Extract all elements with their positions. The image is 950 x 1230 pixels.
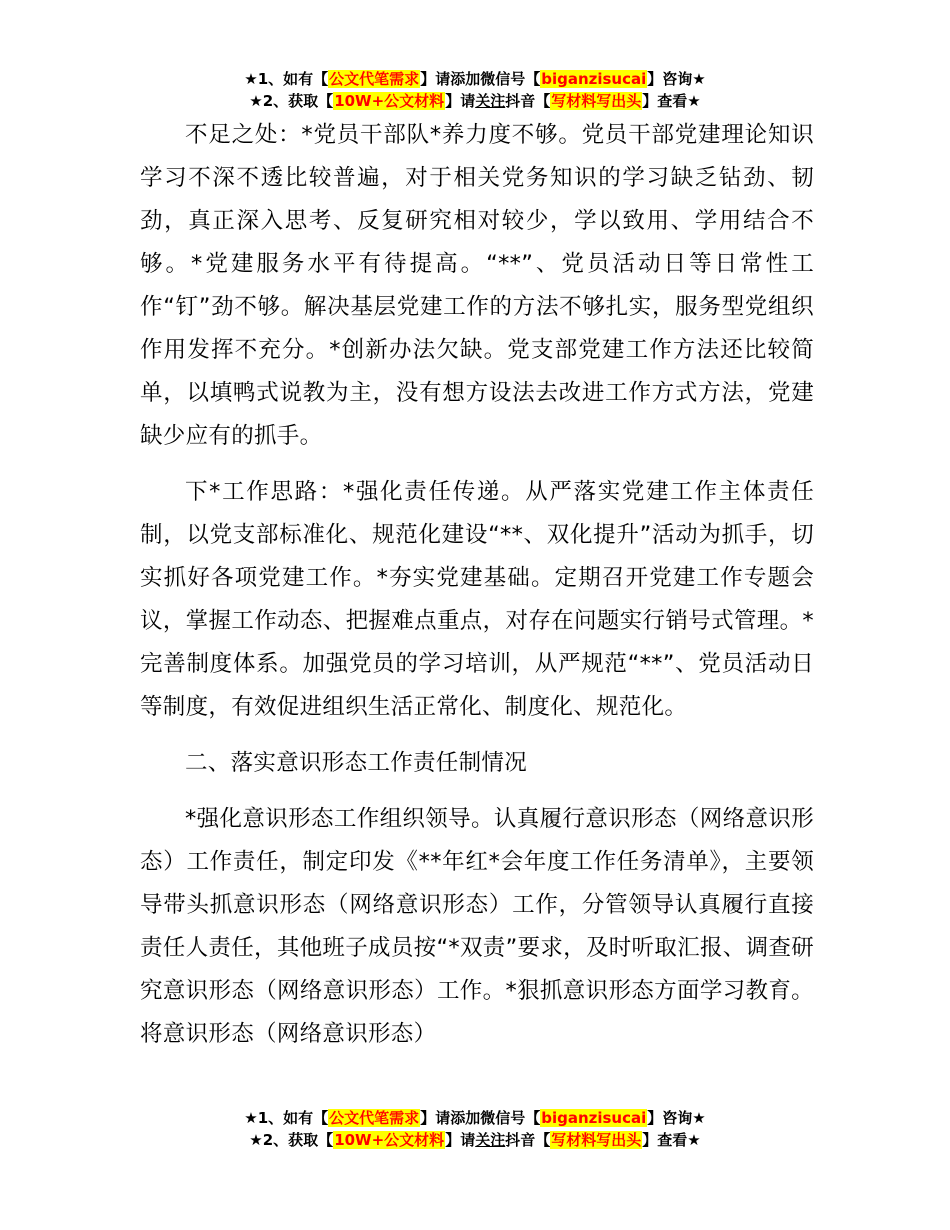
banner-line-2 [0, 90, 950, 112]
banner-line-1 [0, 68, 950, 90]
banner-text: ★1、如有【 [244, 1109, 329, 1127]
banner-text: ★1、如有【 [244, 70, 329, 88]
section-heading: 二、落实意识形态工作责任制情况 [185, 750, 528, 776]
highlight-wechat-id: biganzisucai [541, 1109, 647, 1127]
highlight-service: 公文代笔需求 [329, 70, 420, 88]
banner-text: 】咨询★ [647, 1109, 706, 1127]
banner-line-1 [0, 1107, 950, 1129]
banner-text: 】请添加微信号【 [420, 70, 541, 88]
banner-text: ★2、获取【 [249, 92, 334, 110]
banner-underlined-text: 关注 [475, 1131, 506, 1149]
banner-underlined-text: 关注 [475, 92, 506, 110]
document-body [140, 114, 814, 1056]
paragraph-ideology: *强化意识形态工作组织领导。认真履行意识形态（网络意识形态）工作责任，制定印发《**年红*会年度工作任务清单》，主要领导带头抓意识形态（网络意识形态）工作，分管领导认真履行直接责任人责任，其他班子成员按“*双责”要求，及时听取汇报、调查研究意识形态（网络意识形态）工作。*狠抓意识形态方面学习教育。将意识形态（网络意识形态） [140, 806, 814, 1047]
header-banner [0, 68, 950, 112]
highlight-materials: 10W+公文材料 [334, 1131, 445, 1149]
banner-text: 】请 [445, 1131, 476, 1149]
banner-text: 】查看★ [642, 92, 701, 110]
highlight-douyin: 写材料写出头 [551, 1131, 642, 1149]
banner-text: 】请 [445, 92, 476, 110]
highlight-douyin: 写材料写出头 [551, 92, 642, 110]
paragraph-shortcomings: 不足之处：*党员干部队*养力度不够。党员干部党建理论知识学习不深不透比较普遍，对于相关党务知识的学习缺乏钻劲、韧劲，真正深入思考、反复研究相对较少，学以致用、学用结合不够。*党建服务水平有待提高。“**”、党员活动日等日常性工作“钉”劲不够。解决基层党建工作的方法不够扎实，服务型党组织作用发挥不充分。*创新办法欠缺。党支部党建工作方法还比较简单，以填鸭式说教为主，没有想方设法去改进工作方式方法，党建缺少应有的抓手。 [140, 122, 814, 449]
highlight-materials: 10W+公文材料 [334, 92, 445, 110]
banner-line-2 [0, 1129, 950, 1151]
banner-text: 】请添加微信号【 [420, 1109, 541, 1127]
paragraph-next-steps: 下*工作思路：*强化责任传递。从严落实党建工作主体责任制，以党支部标准化、规范化建设“**、双化提升”活动为抓手，切实抓好各项党建工作。*夯实党建基础。定期召开党建工作专题会议，掌握工作动态、把握难点重点，对存在问题实行销号式管理。*完善制度体系。加强党员的学习培训，从严规范“**”、党员活动日等制度，有效促进组织生活正常化、制度化、规范化。 [140, 479, 814, 720]
banner-text: 】查看★ [642, 1131, 701, 1149]
highlight-service: 公文代笔需求 [329, 1109, 420, 1127]
banner-text: 抖音【 [505, 1131, 551, 1149]
banner-text: 抖音【 [505, 92, 551, 110]
highlight-wechat-id: biganzisucai [541, 70, 647, 88]
banner-text: 】咨询★ [647, 70, 706, 88]
banner-text: ★2、获取【 [249, 1131, 334, 1149]
footer-banner [0, 1107, 950, 1151]
